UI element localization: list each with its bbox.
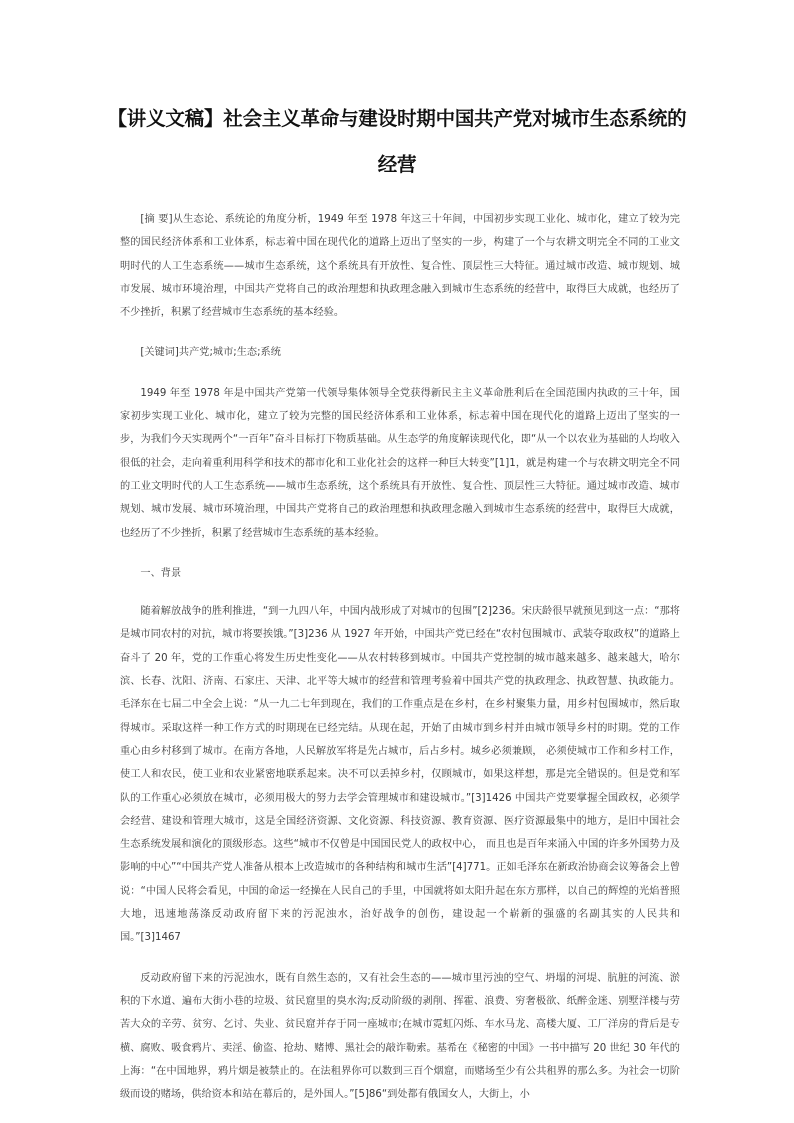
section-heading: 一、背景 [140, 567, 182, 579]
abstract-paragraph: [摘 要]从生态论、系统论的角度分析，1949 年至 1978 年这三十年间，中国初步实现工业化、城市化，建立了较为完整的国民经济体系和工业体系，标志着中国在现代化的道路上迈出了坚实的一步，构建了一个与农耕文明完全不同的工业文明时代的人工生态系统——城市生态系统，这个系统具有开放性、复合性、顶层性三大特征。通过城市改造、城市规划、城市发展、城市环境治理，中国共产党将自己的政治理想和执政理念融入到城市生态系统的经营中，取得巨大成就，也经历了不少挫折，积累了经营城市生态系统的基本经验。 [120, 214, 680, 319]
document-title: 【讲义文稿】社会主义革命与建设时期中国共产党对城市生态系统的经营 [107, 107, 687, 176]
background-paragraph: 随着解放战争的胜利推进，“到一九四八年，中国内战形成了对城市的包围”[2]236。宋庆龄很早就预见到这一点：“那将是城市同农村的对抗，城市将要挨饿。”[3]236 从 1927 年开始，中国共产党已经在“农村包围城市、武装夺取政权”的道路上奋斗了 20 年，党的工作重心将发生历史性变化——从农村转移到城市。中国共产党控制的城市越来越多、越来越大，哈尔滨、长春、沈阳、济南、石家庄、天津、北平等大城市的经营和管理考验着中国共产党的执政理念、执政智慧、执政能力。毛泽东在七届二中全会上说：“从一九二七年到现在，我们的工作重点是在乡村，在乡村聚集力量，用乡村包围城市，然后取得城市。采取这样一种工作方式的时期现在已经完结。从现在起，开始了由城市到乡村并由城市领导乡村的时期。党的工作重心由乡村移到了城市。在南方各地，人民解放军将是先占城市，后占乡村。城乡必须兼顾， 必须使城市工作和乡村工作，使工人和农民，使工业和农业紧密地联系起来。决不可以丢掉乡村，仅顾城市，如果这样想，那是完全错误的。但是党和军队的工作重心必须放在城市，必须用极大的努力去学会管理城市和建设城市。”[3]1426 中国共产党要掌握全国政权，必须学会经营、建设和管理大城市，这是全国经济资源、文化资源、科技资源、教育资源、医疗资源最集中的地方，是旧中国社会生态系统发展和演化的顶级形态。这些“城市不仅曾是中国国民党人的政权中心， 而且也是百年来涌入中国的许多外国势力及影响的中心”“中国共产党人准备从根本上改造城市的各种结构和城市生活”[4]771。正如毛泽东在新政治协商会议筹备会上曾说：“中国人民将会看见，中国的命运一经操在人民自己的手里，中国就将如太阳升起在东方那样，以自己的辉煌的光焰普照大地，迅速地荡涤反动政府留下来的污泥浊水，治好战争的创伤，建设起一个崭新的强盛的名副其实的人民共和国。”[3]1467 [120, 606, 680, 944]
document-body [120, 208, 680, 1123]
cities-paragraph: 反动政府留下来的污泥浊水，既有自然生态的，又有社会生态的——城市里污浊的空气、坍塌的河堤、肮脏的河流、淤积的下水道、遍布大街小巷的垃圾、贫民窟里的臭水沟;反动阶级的剥削、挥霍、浪费、穷奢极欲、纸醉金迷、别墅洋楼与劳苦大众的辛劳、贫穷、乞讨、失业、贫民窟并存于同一座城市;在城市霓虹闪烁、车水马龙、高楼大厦、工厂洋房的背后是专横、腐败、吸食鸦片、卖淫、偷盗、抢劫、赌博、黑社会的敲诈勒索。基希在《秘密的中国》一书中描写 20 世纪 30 年代的上海：“在中国地界，鸦片烟是被禁止的。在法租界你可以数到三百个烟窟，而赌场至少有公共租界的那么多。为社会一切阶级而设的赌场，供给资本和站在幕后的，是外国人。”[5]86“到处都有俄国女人，大街上，小 [120, 972, 680, 1101]
intro-paragraph: 1949 年至 1978 年是中国共产党第一代领导集体领导全党获得新民主主义革命胜利后在全国范围内执政的三十年，国家初步实现工业化、城市化，建立了较为完整的国民经济体系和工业体系，标志着中国在现代化的道路上迈出了坚实的一步，为我们今天实现两个“一百年”奋斗目标打下物质基础。从生态学的角度解读现代化，即“从一个以农业为基础的人均收入很低的社会，走向着重利用科学和技术的都市化和工业化社会的这样一种巨大转变”[1]1，就是构建一个与农耕文明完全不同的工业文明时代的人工生态系统——城市生态系统，这个系统具有开放性、复合性、顶层性三大特征。通过城市改造、城市规划、城市发展、城市环境治理，中国共产党将自己的政治理想和执政理念融入到城市生态系统的经营中，取得巨大成就，也经历了不少挫折，积累了经营城市生态系统的基本经验。 [120, 387, 680, 539]
keywords-paragraph: [关键词]共产党;城市;生态;系统 [140, 347, 281, 359]
